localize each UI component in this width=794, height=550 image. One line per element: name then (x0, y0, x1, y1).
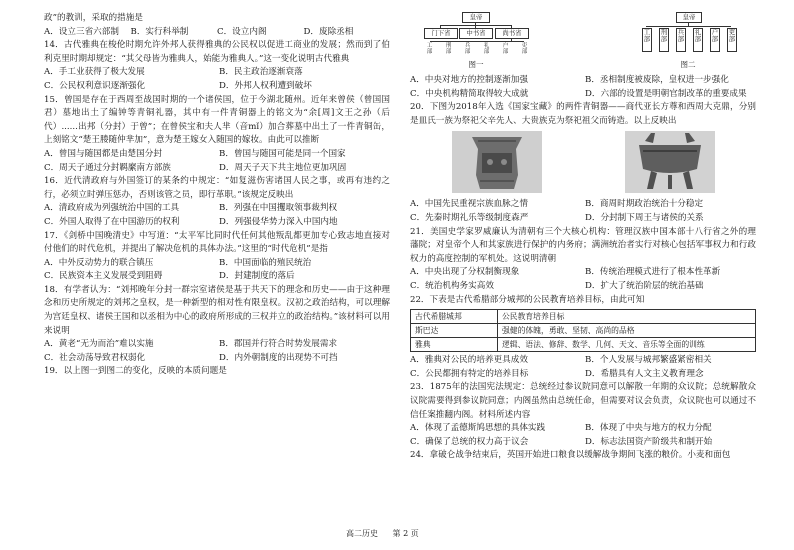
q14-option-d: D．外邦人权利遭到破坏 (219, 80, 312, 91)
q19-figures (410, 12, 756, 72)
table-header-goal: 公民教育培养目标 (498, 310, 756, 324)
bronze-ding-image (625, 131, 715, 193)
q24-stem: 24．拿破仑战争结束后，英国开始进口粮食以缓解战争期间飞涨的粮价。小麦和面包 (410, 450, 731, 461)
q20-stem: 20．下图为2018年入选《国家宝藏》的两件青铜器——商代亚长方尊和西周大克鼎，分别是皿氏一族为祭祀父辛先人、大贵族克为祭祀祖父而铸造。以上反映出 (410, 102, 756, 126)
q22-option-a: A．雅典对公民的培养更具成效 (410, 355, 528, 366)
fig1-dept-gong: 工部 (426, 43, 433, 56)
q19-stem: 19．以上图一到图二的变化，反映的本质问题是 (44, 366, 227, 377)
q16-option-a: A．清政府成为列强统治中国的工具 (44, 203, 180, 214)
q17-options (44, 257, 390, 284)
q19-option-c: C．中央机构精简取得较大成就 (410, 88, 529, 99)
q17-option-d: D．封建制度的落后 (219, 271, 295, 282)
q22-option-b: B．个人发展与城邦繁盛紧密相关 (585, 355, 712, 366)
table-header-city: 古代希腊城邦 (411, 310, 498, 324)
figure-2-org-chart (596, 12, 756, 72)
q13-stem-tail: 政”的教训，采取的措施是 (44, 13, 143, 23)
q21-option-c: C．统治机构务实高效 (410, 280, 494, 291)
q21-options (410, 266, 756, 293)
q17-option-c: C．民族资本主义发展受到阻碍 (44, 271, 163, 282)
page-footer (340, 528, 425, 539)
q16-option-b: B．列强在中国攫取领事裁判权 (219, 203, 338, 214)
q14-stem: 14．古代雅典在梭伦时期允许外邦人获得雅典的公民权以促进工商业的发展；然而到了伯利克里时期却规定：“其父母皆为雅典人，始能为雅典人。”这一变化说明古代雅典 (44, 40, 390, 64)
q16-stem: 16．近代清政府与外国签订的某条约中规定：“如复滋伤害诸国人民之事，或再有违约之行，必须立时弹压惩办，否则该管之员，即行革职。”该规定反映出 (44, 176, 390, 200)
q23-options (410, 422, 756, 449)
q23-option-a: A．体现了孟德斯鸠思想的具体实践 (410, 423, 546, 434)
fig2-dept-hu: 户部 (710, 28, 720, 52)
q23-option-c: C．确保了总统的权力高于议会 (410, 436, 529, 447)
q20-option-b: B．商周时期政治统治十分稳定 (585, 199, 704, 210)
table-cell-athens: 雅典 (411, 338, 498, 352)
fig1-dept-xing: 刑部 (445, 43, 452, 56)
q18-option-a: A．黄老“无为而治”难以实施 (44, 339, 154, 350)
fig1-dept-libu: 吏部 (521, 43, 528, 56)
q17-option-b: B．中国面临的殖民统治 (219, 257, 312, 268)
q15-options (44, 148, 390, 175)
table-cell-sparta-goal: 强健的体魄，勇敢、坚韧、高尚的品格 (498, 324, 756, 338)
q19-option-b: B．丞相制度被废除，皇权进一步强化 (585, 75, 729, 85)
fig1-dept-li: 礼部 (483, 43, 490, 56)
q20-images (410, 131, 756, 195)
q17-stem: 17．《剑桥中国晚清史》中写道：“太平军比同时代任何其他叛乱都更加专心致志地直接对付他们的时代危机，并提出了解决危机的具体办法。”这里的“时代危机”是指 (44, 230, 390, 255)
fig2-dept-xing: 刑部 (659, 28, 669, 52)
q13-option-d: D．废除丞相 (303, 26, 354, 37)
q21-stem: 21．美国史学家罗威廉认为清朝有三个大核心机构：管理汉族中国本部十八行省之外的理藩院；对皇帝个人和其家族进行保护的内务府；满洲统治者实行对核心包括军事权力和行政权力的高度控制的军机处。这说明清朝 (410, 226, 756, 264)
q22-option-c: C．公民都拥有特定的培养目标 (410, 368, 529, 379)
fig1-shangshu-box: 尚书省 (495, 28, 529, 39)
table-cell-athens-goal: 逻辑、语法、修辞、数学、几何、天文、音乐等全面的训练 (498, 338, 756, 352)
q21-option-d: D．扩大了统治阶层的统治基础 (585, 280, 704, 291)
fig2-dept-li: 礼部 (693, 28, 703, 52)
q20-option-a: A．中国先民重视宗族血脉之情 (410, 199, 528, 210)
q23-option-d: D．标志法国资产阶级共和制开始 (585, 436, 713, 447)
bronze-zun-image (452, 131, 542, 193)
fig1-zhongshu-box: 中书省 (459, 28, 493, 39)
table-header-row (411, 310, 756, 324)
q18-option-c: C．社会动荡导致君权弱化 (44, 352, 146, 363)
q15-option-b: B．曾国与随国可能是同一个国家 (219, 148, 346, 159)
q21-option-b: B．传统治理模式进行了根本性革新 (585, 267, 721, 278)
q19-options (410, 74, 756, 101)
fig1-dept-hu: 户部 (502, 43, 509, 56)
q14-options (44, 66, 390, 93)
fig1-emperor-box: 皇帝 (462, 12, 490, 23)
q23-stem: 23．1875年的法国宪法规定：总统经过参议院同意可以解散一年期的众议院；总统解散众议院需要得到参议院同意；内阁虽然由总统任命，但需要对议会负责，众议院也可以通过不信任案推翻内阁。材料所述内容 (410, 382, 756, 420)
q19-option-d: D．六部的设置是明朝官制改革的重要成果 (585, 88, 747, 99)
footer-grade-subject: 高二历史 (346, 529, 378, 538)
q17-option-a: A．中外反动势力的联合镇压 (44, 257, 154, 268)
q18-options (44, 338, 390, 365)
footer-page-number: 第 2 页 (392, 529, 419, 538)
q16-option-c: C．外国人取得了在中国游历的权利 (44, 216, 180, 227)
table-row (411, 338, 756, 352)
fig1-caption: 图一 (468, 60, 484, 70)
q22-options (410, 354, 756, 381)
q14-option-c: C．公民权利意识逐渐强化 (44, 80, 146, 91)
q16-option-d: D．列强侵华势力深入中国内地 (219, 216, 338, 227)
fig2-emperor-box: 皇帝 (676, 12, 702, 23)
q14-option-a: A．手工业获得了极大发展 (44, 67, 145, 78)
q21-option-a: A．中央出现了分权制衡现象 (410, 267, 520, 278)
table-row (411, 324, 756, 338)
q14-option-b: B．民主政治逐渐衰落 (219, 67, 303, 78)
left-column (44, 12, 390, 379)
right-column (410, 12, 756, 463)
q15-option-a: A．曾国与随国都是由楚国分封 (44, 148, 162, 159)
fig2-caption: 图二 (680, 60, 696, 70)
fig1-dept-bing: 兵部 (464, 43, 471, 56)
q18-stem: 18．有学者认为：“刘邦晚年分封一群宗室诸侯是基于共天下的理念和历史——由于这种理念和历史所规定的刘邦之皇权，是一种新型的相对性有限皇权。汉初之政治结构，可以理解为宫廷皇权、诸侯王国和以丞相为中心的政府所形成的三权并立的政治结构。”该材料可以用来说明 (44, 284, 390, 336)
q22-option-d: D．希腊具有人文主义教育理念 (585, 368, 704, 379)
q13-option-b: B．实行科举制 (130, 26, 189, 37)
q23-option-b: B．体现了中央与地方的权力分配 (585, 423, 712, 434)
figure-1-org-chart (410, 12, 570, 72)
q22-table (410, 309, 756, 352)
q16-options (44, 202, 390, 229)
q18-option-b: B．郡国并行符合时势发展需求 (219, 339, 338, 350)
fig2-dept-gong: 工部 (642, 28, 652, 52)
table-cell-sparta: 斯巴达 (411, 324, 498, 338)
q22-stem: 22．下表是古代希腊部分城邦的公民教育培养目标，由此可知 (410, 294, 645, 305)
q13-option-a: A．设立三省六部制 (44, 26, 119, 37)
fig1-menxia-box: 门下省 (424, 28, 458, 39)
q19-option-a: A．中央对地方的控制逐渐加强 (410, 75, 528, 85)
q20-option-d: D．分封制下周王与诸侯的关系 (585, 212, 704, 223)
fig2-dept-libu: 吏部 (727, 28, 737, 52)
q15-stem: 15．曾国是存在于西周至战国时期的一个诸侯国，位于今湖北随州。近年来曾侯（曾国国君）墓地出土了编钟等青铜礼器，其中有一件青铜器上的铭文为“余[周]文王之孙（后代）......出邦（分封）于曾”；在曾侯宝和夫人芈（音mǐ）加合葬墓中出土了一件青铜缶，上刻铭文“楚王媵随仲芈加”，意为楚王嫁女入随国的嫁妆。由此可以推断 (44, 94, 390, 146)
q20-option-c: C．先秦时期礼乐等级制度森严 (410, 212, 529, 223)
q18-option-d: D．内外朝制度的出现势不可挡 (219, 352, 338, 363)
q13-option-c: C．设立内阁 (217, 26, 267, 37)
q20-options (410, 198, 756, 225)
q13-options (44, 26, 390, 40)
q15-option-d: D．周天子天下共主地位更加巩固 (219, 162, 347, 173)
fig2-dept-bing: 兵部 (676, 28, 686, 52)
q15-option-c: C．周天子通过分封羁縻南方部族 (44, 162, 171, 173)
